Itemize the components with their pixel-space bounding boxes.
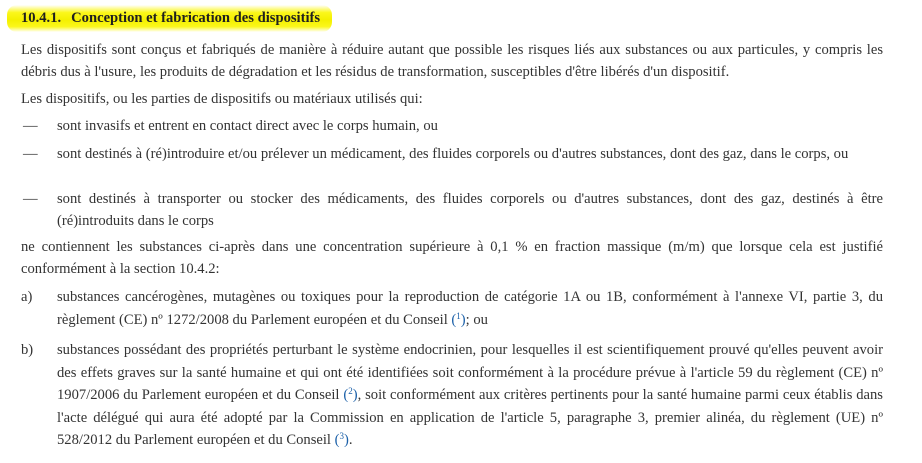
- conclusion-paragraph: ne contiennent les substances ci-après dans une concentration supérieure à 0,1 % en fraction massique (m/m) que lorsque cela est justifié conformément à la section 10.4.2:: [21, 239, 883, 277]
- section-heading: [7, 5, 332, 32]
- dash-item-text: sont destinés à (ré)introduire et/ou prélever un médicament, des fluides corporels ou d'autres substances, dont des gaz, dans le corps, ou: [57, 146, 849, 162]
- item-text: substances cancérogènes, mutagènes ou toxiques pour la reproduction de catégorie 1A ou 1B, conformément à l'annexe VI, partie 3, du règlement (CE) nº 1272/2008 du Parlement européen et du Conseil: [57, 289, 883, 328]
- item-marker: a): [21, 289, 33, 305]
- section-number: 10.4.1.: [21, 10, 62, 26]
- footnote-number: 1: [456, 310, 461, 321]
- item-text: substances possédant des propriétés perturbant le système endocrinien, pour lesquelles il est scientifiquement prouvé qu'elles peuvent avoir des effets graves sur la santé humaine et qui ont été identifiées soit conformément à la procédure prévue à l'article 59 du règlement (CE) nº 1907/2006 du Parlement européen et du Conseil: [57, 342, 883, 404]
- lead-paragraph: Les dispositifs, ou les parties de dispositifs ou matériaux utilisés qui:: [21, 91, 423, 107]
- item-text: .: [348, 432, 353, 449]
- dash-item-text: sont destinés à transporter ou stocker des médicaments, des fluides corporels ou d'autres substances, dont des gaz, destinés à être (ré)introduits dans le corps: [57, 191, 883, 229]
- dash-item-text: sont invasifs et entrent en contact direct avec le corps humain, ou: [57, 118, 438, 134]
- section-title: Conception et fabrication des dispositifs: [71, 10, 321, 26]
- lettered-item-text: [57, 286, 883, 331]
- item-marker: b): [21, 342, 34, 358]
- footnote-number: 2: [348, 386, 353, 397]
- item-text: ; ou: [465, 311, 488, 328]
- footnote-reference[interactable]: ($^3$): [334, 431, 349, 449]
- lettered-item-text: [57, 339, 883, 452]
- footnote-reference[interactable]: ($^1$): [451, 310, 466, 328]
- dash-marker: —: [23, 146, 38, 162]
- dash-marker: —: [23, 191, 38, 207]
- footnote-reference[interactable]: ($^2$): [343, 386, 358, 404]
- footnote-number: 3: [339, 431, 345, 442]
- intro-paragraph: Les dispositifs sont conçus et fabriqués de manière à réduire autant que possible les risques liés aux substances ou aux particules, y compris les débris dus à l'usure, les produits de dégradation et les résidus de transformation, susceptibles d'être libérés d'un dispositif.: [21, 42, 883, 80]
- item-text: , soit conformément aux critères pertinents pour la santé humaine parmi ceux établis dans l'acte délégué qui aura été adopté par la Commission en application de l'article 5, paragraphe 3, premier alinéa, du règlement (UE) nº 528/2012 du Parlement européen et du Conseil: [57, 387, 883, 449]
- dash-marker: —: [23, 118, 38, 134]
